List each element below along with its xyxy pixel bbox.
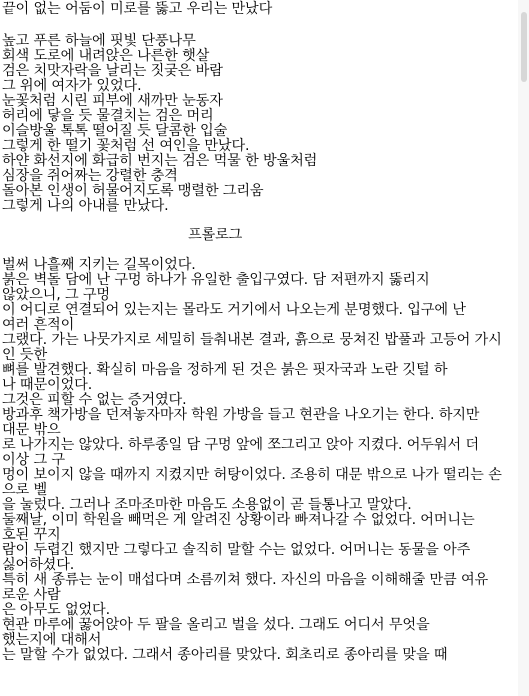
body-line: 로운 사람	[2, 587, 61, 603]
body-line: 붉은 벽돌 담에 난 구멍 하나가 유일한 출입구였다. 담 저편까지 뚫리지	[2, 272, 430, 288]
poem-line: 끝이 없는 어둠이 미로를 뚫고 우리는 만났다	[2, 1, 273, 17]
body-line: 여러 흔적이	[2, 317, 75, 333]
body-line: 그랬다. 가는 나뭇가지로 세밀히 들춰내본 결과, 흙으로 뭉쳐진 밥풀과 고등어 가시	[2, 332, 502, 348]
body-line: 멍이 보이지 않을 때까지 지켰지만 허탕이었다. 조용히 대문 밖으로 나가 떨리는 손	[2, 467, 502, 483]
poem-line: 허리에 닿을 듯 물결치는 검은 머리	[2, 108, 214, 124]
poem-line: 그렇게 나의 아내를 만났다.	[2, 198, 169, 214]
body-line: 벌써 나흘째 지키는 길목이었다.	[2, 257, 196, 273]
body-line: 했는지에 대해서	[2, 632, 102, 648]
body-line: 나 때문이었다.	[2, 377, 93, 393]
poem-line: 그 위에 여자가 있었다.	[2, 78, 142, 94]
body-line: 방과후 책가방을 던져놓자마자 학원 가방을 들고 현관을 나오기는 한다. 하지만	[2, 407, 480, 423]
body-line: 로 나가지는 않았다. 하루종일 담 구멍 앞에 쪼그리고 앉아 지켰다. 어두워서 더	[2, 437, 479, 453]
body-line: 이상 그 구	[2, 452, 65, 468]
body-line: 람이 두렵긴 했지만 그렇다고 솔직히 말할 수는 없었다. 어머니는 동물을 아주	[2, 542, 471, 558]
poem-line: 회색 도로에 내려앉은 나른한 햇살	[2, 48, 210, 64]
scrollbar-thumb[interactable]	[521, 12, 527, 82]
poem-line: 돌아본 인생이 허물어지도록 맹렬한 그리움	[2, 183, 264, 199]
poem-line: 이슬방울 톡톡 떨어질 듯 달콤한 입술	[2, 123, 228, 139]
poem-line: 눈꽃처럼 시린 피부에 새까만 눈동자	[2, 93, 223, 109]
body-line: 을 눌렀다. 그러나 조마조마한 마음도 소용없이 곧 들통나고 말았다.	[2, 497, 412, 513]
poem-line: 높고 푸른 하늘에 핏빛 단풍나무	[2, 33, 196, 49]
section-title: 프롤로그	[188, 227, 243, 243]
body-line: 현관 마루에 꿇어앉아 두 팔을 올리고 벌을 섰다. 그래도 어디서 무엇을	[2, 617, 430, 633]
body-line: 대문 밖으	[2, 422, 61, 438]
poem-line: 심장을 쥐어짜는 강렬한 충격	[2, 168, 178, 184]
vertical-scrollbar[interactable]	[518, 0, 529, 696]
poem-line: 검은 치맛자락을 날리는 짓궂은 바람	[2, 63, 223, 79]
body-line: 그것은 피할 수 없는 증거였다.	[2, 392, 187, 408]
body-line: 으로 벨	[2, 482, 48, 498]
poem-line: 하얀 화선지에 화급히 번지는 검은 먹물 한 방울처럼	[2, 153, 318, 169]
body-line: 싫어하셨다.	[2, 557, 75, 573]
body-line: 둘째날, 이미 학원을 빼먹은 게 알려진 상황이라 빠져나갈 수 없었다. 어머니는	[2, 512, 475, 528]
body-line: 이 어디로 연결되어 있는지는 몰라도 거기에서 나오는게 분명했다. 입구에 난	[2, 302, 466, 318]
body-line: 은 아무도 없었다.	[2, 602, 110, 618]
body-line: 않았으니, 그 구멍	[2, 287, 110, 303]
body-line: 는 말할 수가 없었다. 그래서 종아리를 맞았다. 회초리로 종아리를 맞을 때	[2, 647, 448, 663]
body-line: 특히 새 종류는 눈이 매섭다며 소름끼쳐 했다. 자신의 마음을 이해해줄 만큼 여유	[2, 572, 489, 588]
body-line: 호된 꾸지	[2, 527, 61, 543]
body-line: 뼈를 발견했다. 확실히 마음을 정하게 된 것은 붉은 핏자국과 노란 깃털 하	[2, 362, 448, 378]
body-line: 인 듯한	[2, 347, 48, 363]
poem-line: 그렇게 한 떨기 꽃처럼 선 여인을 만났다.	[2, 138, 250, 154]
